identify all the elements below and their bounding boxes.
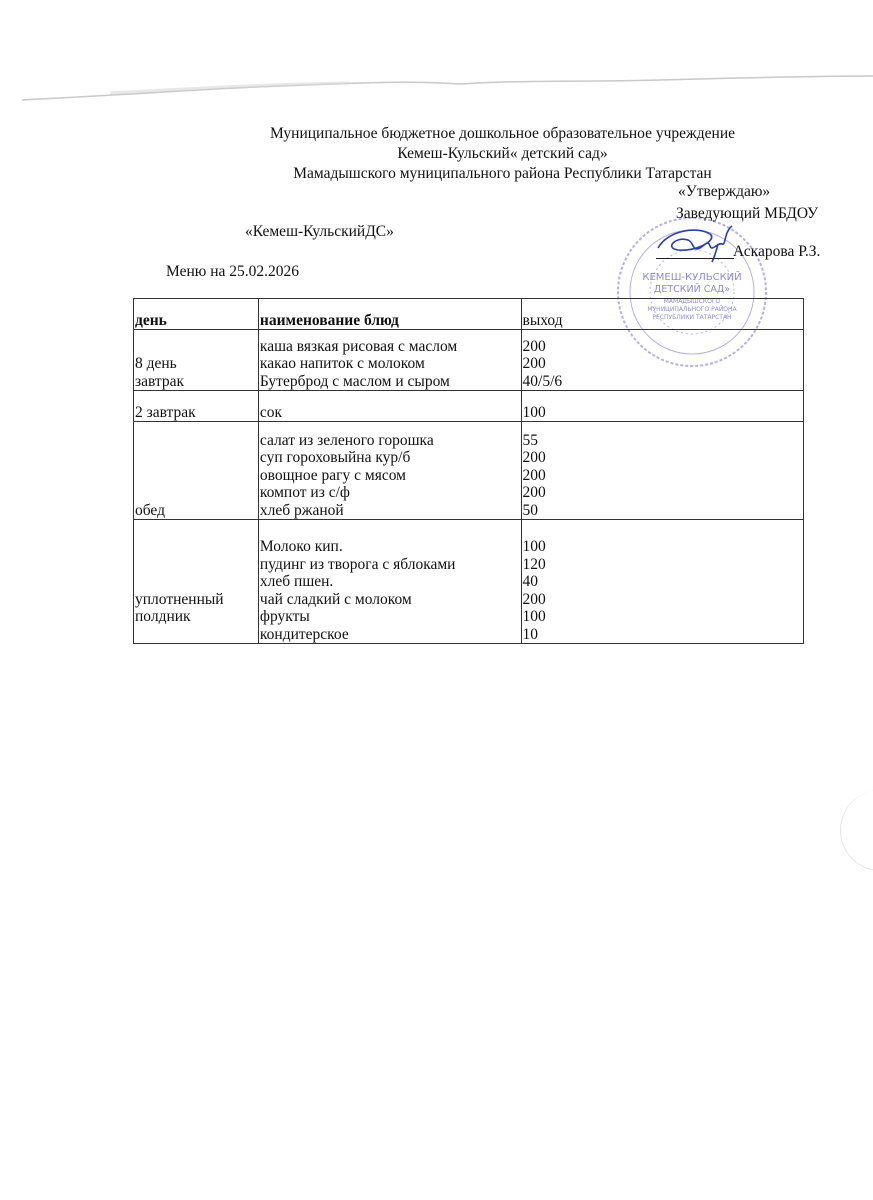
dish-output: 200 [522, 337, 546, 355]
scan-artifact-line [20, 60, 873, 120]
dish-output: 100 [522, 538, 546, 555]
dish-name: Молоко кип. [259, 538, 343, 555]
dish-output: 200 [522, 466, 546, 484]
institution-district: Мамадышского муниципального района Республики Татарстан [293, 165, 712, 182]
dish-name: кондитерское [259, 625, 349, 643]
dish-output: 200 [522, 355, 546, 372]
dish-name: хлеб ржаной [259, 501, 344, 519]
institution-short-name: Кемеш-Кульский« детский сад» [397, 145, 608, 162]
stamp-line-2: ДЕТСКИЙ САД» [653, 284, 731, 295]
dish-output: 100 [521, 391, 803, 422]
dish-name: сок [258, 391, 521, 422]
dish-output: 200 [522, 449, 546, 466]
approval-name: Аскарова Р.З. [733, 243, 821, 260]
dish-output: 10 [522, 625, 539, 643]
dish-output: 100 [522, 608, 546, 625]
meal-name: 8 день завтрак [134, 330, 259, 391]
header-output: выход [521, 299, 803, 330]
stamp-line-4: МУНИЦИПАЛЬНОГО РАЙОНА [647, 306, 737, 313]
table-row [134, 422, 804, 520]
organization-short-name: «Кемеш-КульскийДС» [245, 223, 394, 240]
dish-list [258, 330, 521, 391]
approval-position: Заведующий МБДОУ [676, 205, 819, 222]
dish-name: суп гороховыйна кур/б [259, 449, 411, 466]
header-dish: наименование блюд [258, 299, 521, 330]
stamp-line-5: РЕСПУБЛИКИ ТАТАРСТАН [652, 314, 732, 321]
signature-line [656, 258, 734, 259]
dish-output: 50 [522, 501, 539, 519]
dish-output: 55 [522, 431, 539, 449]
meal-name: обед [134, 422, 259, 520]
table-row [134, 391, 804, 422]
stamp-line-1: КЕМЕШ-КУЛЬСКИЙ [642, 272, 742, 283]
dish-name: чай сладкий с молоком [259, 590, 412, 608]
dish-output: 120 [522, 555, 546, 573]
dish-name: пудинг из творога с яблоками [259, 555, 456, 573]
institution-header [0, 124, 873, 184]
table-row [134, 330, 804, 391]
dish-name: фрукты [259, 608, 310, 625]
meal-name: уплотненный полдник [134, 520, 259, 644]
approval-label: «Утверждаю» [678, 183, 771, 200]
stamp-line-3: МАМАДЫШСКОГО [663, 298, 721, 305]
header-day: день [134, 299, 259, 330]
menu-date: Меню на 25.02.2026 [166, 263, 300, 280]
dish-list [258, 422, 521, 520]
dish-name: Бутерброд с маслом и сыром [259, 372, 450, 390]
output-list [521, 520, 803, 644]
meal-name: 2 завтрак [134, 391, 259, 422]
dish-name: компот из с/ф [259, 484, 350, 501]
dish-name: каша вязкая рисовая с маслом [259, 337, 458, 355]
dish-output: 200 [522, 484, 546, 501]
dish-name: овощное рагу с мясом [259, 466, 406, 484]
dish-list [258, 520, 521, 644]
dish-output: 40/5/6 [522, 372, 563, 390]
table-row [134, 520, 804, 644]
dish-name: хлеб пшен. [259, 573, 334, 590]
institution-name: Муниципальное бюджетное дошкольное образовательное учреждение [270, 125, 735, 142]
menu-table [133, 298, 804, 644]
scan-artifact-arc [840, 790, 873, 871]
dish-name: какао напиток с молоком [259, 355, 425, 372]
table-header-row [134, 299, 804, 330]
dish-output: 40 [522, 573, 539, 590]
dish-output: 200 [522, 590, 546, 608]
output-list [521, 330, 803, 391]
output-list [521, 422, 803, 520]
dish-name: салат из зеленого горошка [259, 431, 434, 449]
